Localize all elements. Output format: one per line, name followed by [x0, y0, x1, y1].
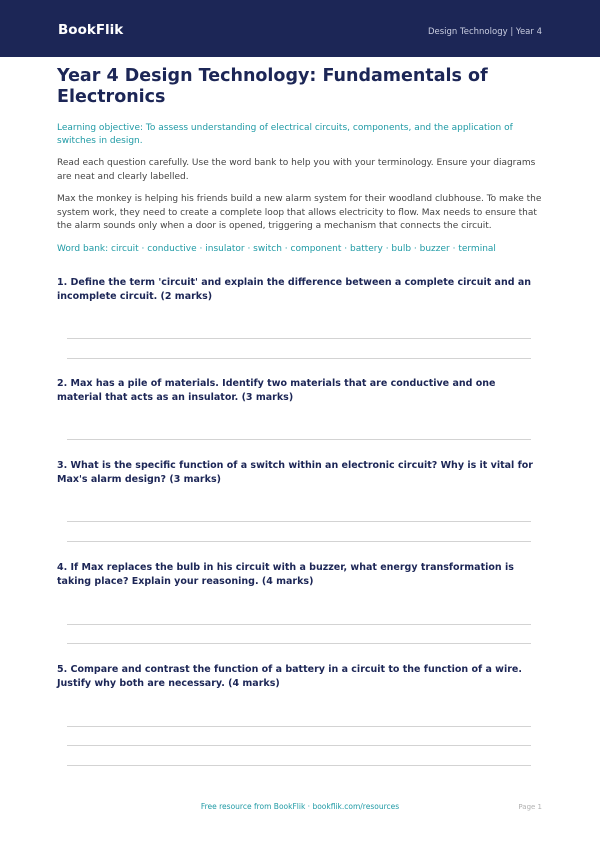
question-2: 2. Max has a pile of materials. Identify two materials that are conductive and one material that acts as an insulator. (3 marks) — [57, 378, 496, 403]
question-3: 3. What is the specific function of a switch within an electronic circuit? Why is it vital for Max's alarm design? (3 marks) — [57, 460, 533, 485]
answer-line[interactable] — [67, 439, 531, 440]
footer-credit[interactable]: Free resource from BookFlik · bookflik.com/resources — [200, 802, 400, 811]
answer-line[interactable] — [67, 745, 531, 746]
answer-line[interactable] — [67, 624, 531, 625]
answer-line[interactable] — [67, 726, 531, 727]
answer-line[interactable] — [67, 643, 531, 644]
word-bank: Word bank: circuit · conductive · insulator · switch · component · battery · bulb · buzzer · terminal — [57, 244, 496, 254]
header-bar — [0, 0, 600, 57]
question-4: 4. If Max replaces the bulb in his circuit with a buzzer, what energy transformation is taking place? Explain your reasoning. (4 marks) — [57, 562, 514, 587]
question-5: 5. Compare and contrast the function of a battery in a circuit to the function of a wire. Justify why both are necessary. (4 marks) — [57, 664, 522, 689]
answer-line[interactable] — [67, 338, 531, 339]
page-number: Page 1 — [518, 803, 542, 811]
answer-line[interactable] — [67, 541, 531, 542]
instructions-text: Read each question carefully. Use the word bank to help you with your terminology. Ensure your diagrams are neat and clearly labelled. — [57, 158, 536, 182]
learning-objective: Learning objective: To assess understanding of electrical circuits, components, and the application of switches in design. — [57, 123, 513, 146]
answer-line[interactable] — [67, 521, 531, 522]
subject-year-label: Design Technology | Year 4 — [427, 27, 542, 37]
question-1: 1. Define the term 'circuit' and explain the difference between a complete circuit and an incomplete circuit. (2 marks) — [57, 277, 532, 302]
answer-line[interactable] — [67, 358, 531, 359]
page-title: Year 4 Design Technology: Fundamentals of Electronics — [57, 66, 488, 107]
scenario-text: Max the monkey is helping his friends build a new alarm system for their woodland clubhouse. To make the system work, they need to create a complete loop that allows electricity to flow. Max needs to ensure that the alarm sounds only when a door is opened, triggering a mechanism that connects the circuit. — [57, 194, 542, 231]
answer-line[interactable] — [67, 765, 531, 766]
brand-logo[interactable]: BookFlik — [58, 22, 124, 38]
